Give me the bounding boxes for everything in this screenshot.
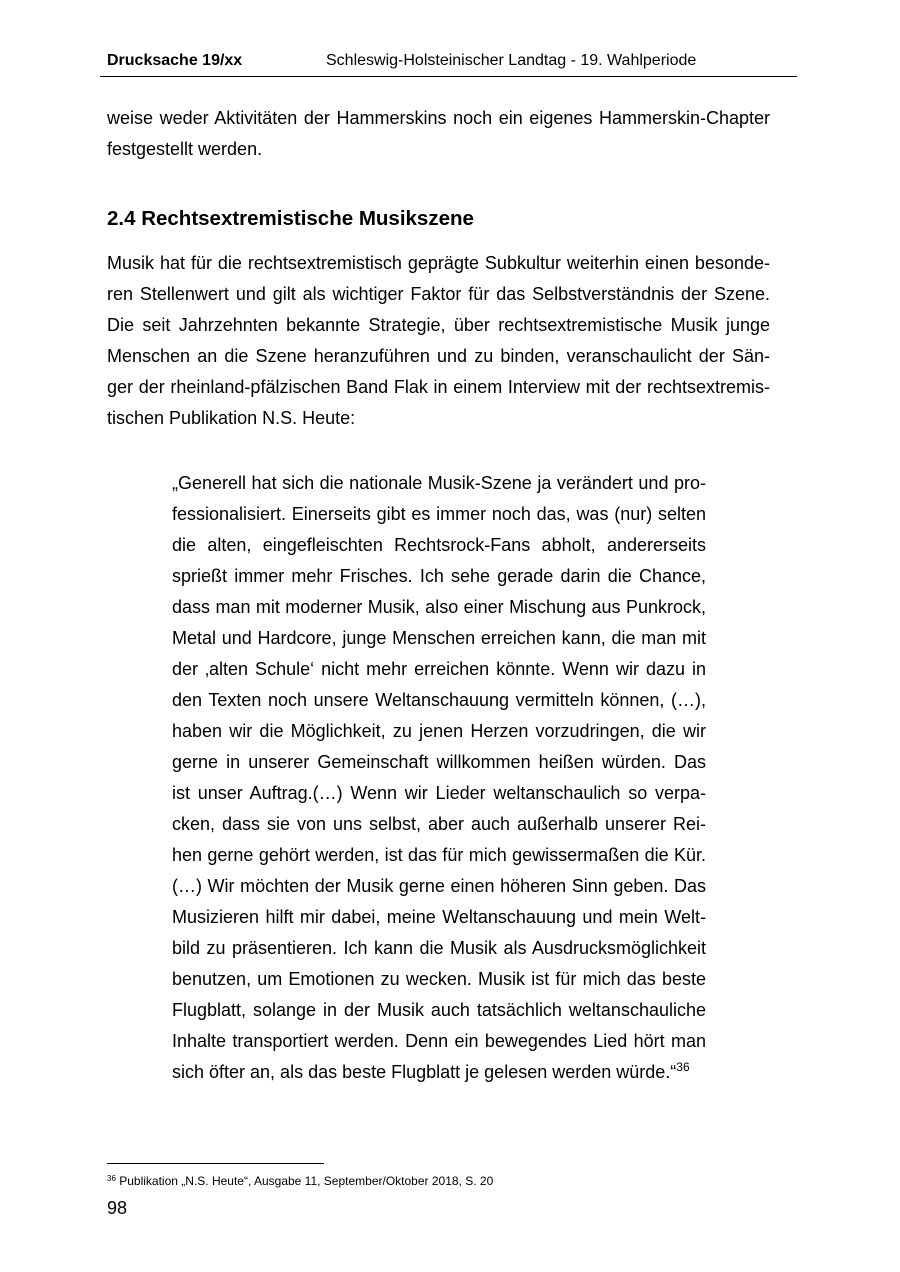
footnote [107,1171,493,1189]
text-line: ger der rheinland-pfälzischen Band Flak in einem Interview mit der rechtsextremis- [107,377,770,397]
text-line: tischen Publikation N.S. Heute: [107,408,356,428]
footnote-text: Publikation „N.S. Heute“, Ausgabe 11, September/Oktober 2018, S. 20 [115,1174,494,1188]
quote-line: sich öfter an, als das beste Flugblatt je gelesen werden würde.“ [172,1062,677,1082]
footnote-reference[interactable]: 36 [676,1060,690,1074]
quote-line: dass man mit moderner Musik, also einer Mischung aus Punkrock, [172,597,706,617]
quote-line: Metal und Hardcore, junge Menschen erreichen kann, die man mit [172,628,706,648]
text-line: Die seit Jahrzehnten bekannte Strategie, über rechtsextremistische Musik junge [107,315,770,335]
intro-paragraph [107,103,770,165]
quote-line: sprießt immer mehr Frisches. Ich sehe gerade darin die Chance, [172,566,706,586]
quote-line: fessionalisiert. Einerseits gibt es immer noch das, was (nur) selten [172,504,706,524]
quote-line: hen gerne gehört werden, ist das für mich gewissermaßen die Kür. [172,845,706,865]
page-header [107,52,797,76]
quote-line: Musizieren hilft mir dabei, meine Weltanschauung und mein Welt- [172,907,706,927]
quote-line: „Generell hat sich die nationale Musik-Szene ja verändert und pro- [172,473,706,493]
text-line: Menschen an die Szene heranzuführen und zu binden, veranschaulicht der Sän- [107,346,770,366]
quote-line: die alten, eingefleischten Rechtsrock-Fans abholt, andererseits [172,535,706,555]
text-line: festgestellt werden. [107,139,263,159]
text-line: ren Stellenwert und gilt als wichtiger Faktor für das Selbstverständnis der Szene. [107,284,770,304]
text-line: Musik hat für die rechtsextremistisch geprägte Subkultur weiterhin einen besonde- [107,253,770,273]
section-paragraph [107,248,770,434]
interview-quote [172,468,706,1088]
quote-line: bild zu präsentieren. Ich kann die Musik als Ausdrucksmöglichkeit [172,938,706,958]
drucksache-label: Drucksache 19/xx [107,52,243,69]
quote-line: ist unser Auftrag.(…) Wenn wir Lieder weltanschaulich so verpa- [172,783,706,803]
text-line: weise weder Aktivitäten der Hammerskins noch ein eigenes Hammerskin-Chapter [107,108,770,128]
quote-line: Inhalte transportiert werden. Denn ein bewegendes Lied hört man [172,1031,706,1051]
quote-last-line [172,1057,706,1088]
quote-line: benutzen, um Emotionen zu wecken. Musik ist für mich das beste [172,969,706,989]
quote-line: gerne in unserer Gemeinschaft willkommen heißen würden. Das [172,752,706,772]
quote-line: Flugblatt, solange in der Musik auch tatsächlich weltanschauliche [172,1000,706,1020]
quote-line: der ‚alten Schule‘ nicht mehr erreichen könnte. Wenn wir dazu in [172,659,706,679]
footnote-separator [107,1163,324,1164]
parliament-label: Schleswig-Holsteinischer Landtag - 19. Wahlperiode [326,52,697,69]
quote-line: cken, dass sie von uns selbst, aber auch außerhalb unserer Rei- [172,814,706,834]
section-heading: 2.4 Rechtsextremistische Musikszene [107,207,474,230]
quote-line: haben wir die Möglichkeit, zu jenen Herzen vorzudringen, die wir [172,721,706,741]
quote-line: den Texten noch unsere Weltanschauung vermitteln können, (…), [172,690,706,710]
page-number: 98 [107,1198,128,1218]
quote-line: (…) Wir möchten der Musik gerne einen höheren Sinn geben. Das [172,876,706,896]
footnote-number: 36 [107,1174,116,1183]
header-rule [100,76,797,77]
